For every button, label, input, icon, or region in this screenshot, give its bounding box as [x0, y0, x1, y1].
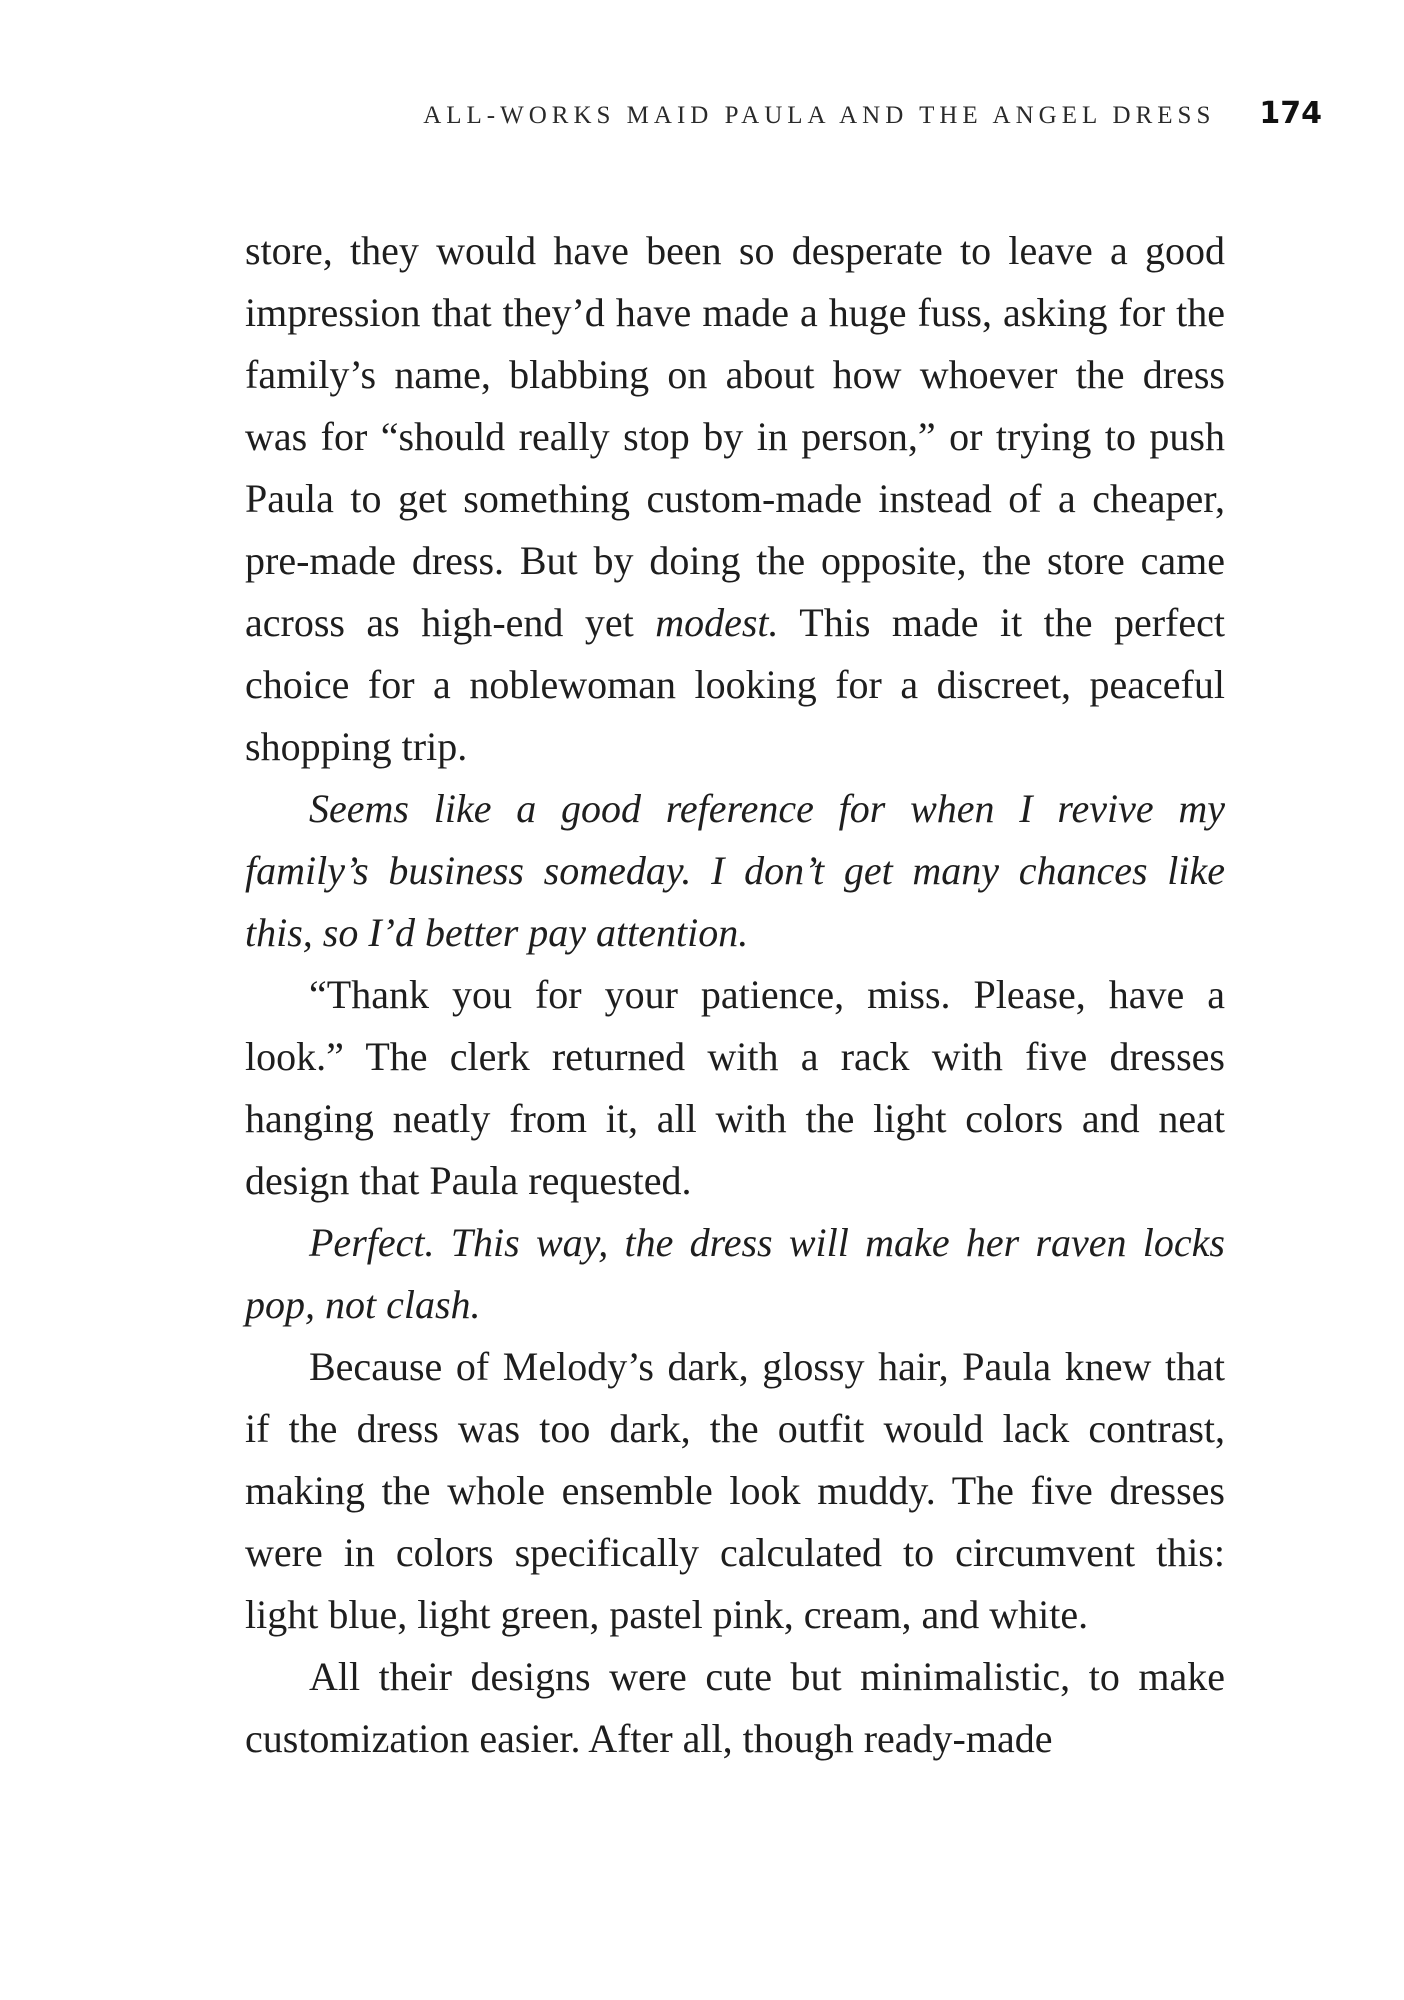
paragraph-1 [245, 220, 1225, 778]
body-text [245, 220, 1225, 1770]
inner-thought-1: Seems like a good reference for when I revive my family’s business someday. I don’t get many chances like this, so I’d better pay attention. [245, 786, 1225, 955]
running-title: ALL-WORKS MAID PAULA AND THE ANGEL DRESS [423, 102, 1216, 129]
paragraph-3: “Thank you for your patience, miss. Please, have a look.” The clerk returned with a rack with five dresses hanging neatly from it, all with the light colors and neat design that Paula requested. [245, 972, 1225, 1203]
page-number: 174 [1259, 96, 1322, 131]
paragraph-1-text: store, they would have been so desperate to leave a good impression that they’d have made a huge fuss, asking for the family’s name, blabbing on about how whoever the dress was for “should really stop by in person,” or trying to push Paula to get something custom-made instead of a cheaper, pre-made dress. But by doing the opposite, the store came across as high-end yet [245, 228, 1225, 645]
paragraph-6: All their designs were cute but minimalistic, to make customization easier. After all, though ready-made [245, 1654, 1225, 1761]
inner-thought-2: Perfect. This way, the dress will make her raven locks pop, not clash. [245, 1220, 1225, 1327]
emphasis-modest: modest. [655, 600, 779, 645]
paragraph-1-text-end: This made it the perfect choice for a noblewoman looking for a discreet, peaceful shopping trip. [245, 600, 1226, 769]
paragraph-5: Because of Melody’s dark, glossy hair, Paula knew that if the dress was too dark, the outfit would lack contrast, making the whole ensemble look muddy. The five dresses were in colors specifically calculated to circumvent this: light blue, light green, pastel pink, cream, and white. [245, 1344, 1225, 1637]
running-header [423, 96, 1322, 131]
